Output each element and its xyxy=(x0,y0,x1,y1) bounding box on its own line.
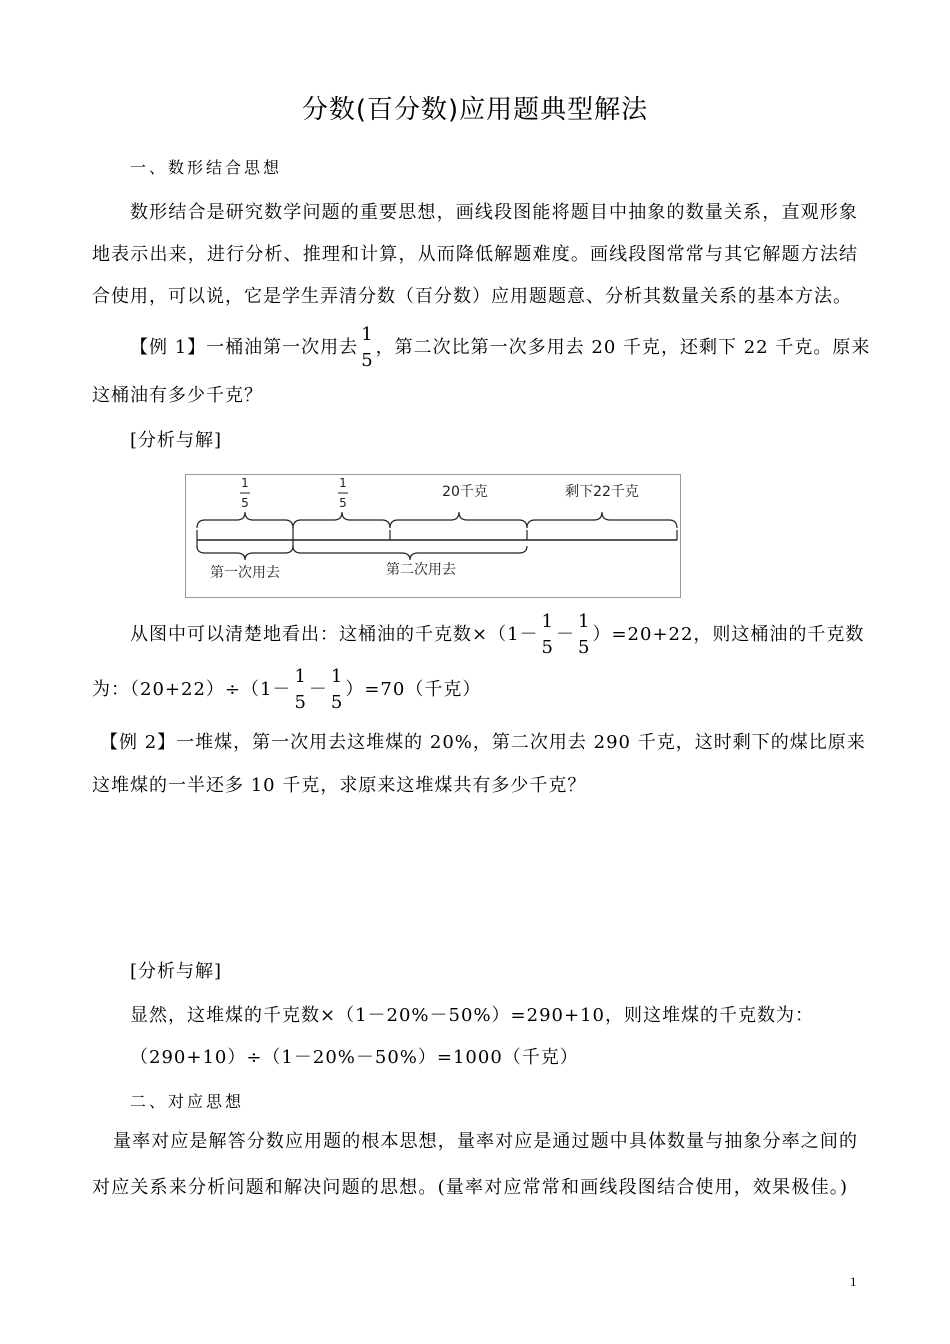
solution-text-c: ）=20+22，则这桶油的千克数 xyxy=(592,624,865,645)
section1-paragraph-line-2: 地表示出来，进行分析、推理和计算，从而降低解题难度。画线段图常常与其它解题方法结 xyxy=(92,244,858,265)
example2-analysis-label: [分析与解] xyxy=(130,961,223,982)
diagram-fraction-second-denominator: 5 xyxy=(339,496,347,510)
example1-question-text-a: 【例 1】一桶油第一次用去 xyxy=(130,337,359,358)
fraction xyxy=(542,609,553,661)
fraction-denominator: 5 xyxy=(330,692,343,713)
fraction-denominator: 5 xyxy=(294,692,306,713)
diagram-fraction-first-numerator: 1 xyxy=(241,476,249,490)
example1-question-line-1 xyxy=(130,324,871,371)
example2-solution-line-1: 显然，这堆煤的千克数×（1－20%－50%）=290+10，则这堆煤的千克数为： xyxy=(130,1005,814,1026)
fraction-denominator: 5 xyxy=(578,637,590,658)
example1-analysis-label: [分析与解] xyxy=(130,430,223,451)
solution-text-a: 为：（20+22）÷（1－ xyxy=(92,679,292,700)
diagram-label-remaining: 剩下22千克 xyxy=(565,484,639,500)
solution-text-a: 从图中可以清楚地看出：这桶油的千克数×（1－ xyxy=(130,624,539,645)
fraction-denominator: 5 xyxy=(541,637,553,658)
fraction xyxy=(578,609,589,661)
page-number: 1 xyxy=(850,1274,857,1289)
line-segment-diagram xyxy=(185,474,681,598)
solution-text-c: ）=70（千克） xyxy=(345,679,482,700)
section1-paragraph-line-1: 数形结合是研究数学问题的重要思想，画线段图能将题目中抽象的数量关系，直观形象 xyxy=(130,202,858,223)
example1-question-text-b: ，第二次比第一次多用去 20 千克，还剩下 22 千克。原来 xyxy=(375,337,871,358)
diagram-fraction-second-numerator: 1 xyxy=(339,476,347,490)
solution-text-b: － xyxy=(556,624,575,645)
diagram-fraction-first xyxy=(240,476,250,510)
example1-solution-line-2 xyxy=(92,666,482,713)
fraction-numerator: 1 xyxy=(294,666,306,687)
page-title: 分数(百分数)应用题典型解法 xyxy=(301,95,649,125)
diagram-label-first-use: 第一次用去 xyxy=(210,565,280,581)
section1-paragraph-line-3: 合使用，可以说，它是学生弄清分数（百分数）应用题题意、分析其数量关系的基本方法。 xyxy=(92,286,852,307)
fraction-numerator: 1 xyxy=(541,611,553,632)
fraction-denominator: 5 xyxy=(361,350,373,371)
fraction-numerator: 1 xyxy=(330,666,343,687)
example2-question-line-1: 【例 2】一堆煤，第一次用去这堆煤的 20%，第二次用去 290 千克，这时剩下的煤比原来 xyxy=(100,732,866,753)
section2-heading: 二、对应思想 xyxy=(130,1092,245,1111)
section1-heading: 一、数形结合思想 xyxy=(130,158,283,177)
diagram-fraction-first-denominator: 5 xyxy=(241,496,249,510)
diagram-fraction-second xyxy=(338,476,348,510)
example2-question-line-2: 这堆煤的一半还多 10 千克，求原来这堆煤共有多少千克？ xyxy=(92,775,587,796)
section2-paragraph-line-2: 对应关系来分析问题和解决问题的思想。(量率对应常常和画线段图结合使用，效果极佳。) xyxy=(92,1177,848,1198)
fraction xyxy=(331,664,342,716)
fraction xyxy=(294,664,305,716)
diagram-label-second-use: 第二次用去 xyxy=(386,562,456,578)
section2-paragraph-line-1: 量率对应是解答分数应用题的根本思想，量率对应是通过题中具体数量与抽象分率之间的 xyxy=(113,1131,858,1152)
diagram-label-20kg: 20千克 xyxy=(442,484,488,500)
fraction-numerator: 1 xyxy=(578,611,590,632)
fraction xyxy=(361,322,372,374)
example1-solution-line-1 xyxy=(130,611,865,658)
example1-question-line-2: 这桶油有多少千克？ xyxy=(92,385,263,406)
example2-solution-line-2: （290+10）÷（1－20%－50%）=1000（千克） xyxy=(130,1047,579,1068)
solution-text-b: － xyxy=(308,679,328,700)
fraction-numerator: 1 xyxy=(361,324,373,345)
